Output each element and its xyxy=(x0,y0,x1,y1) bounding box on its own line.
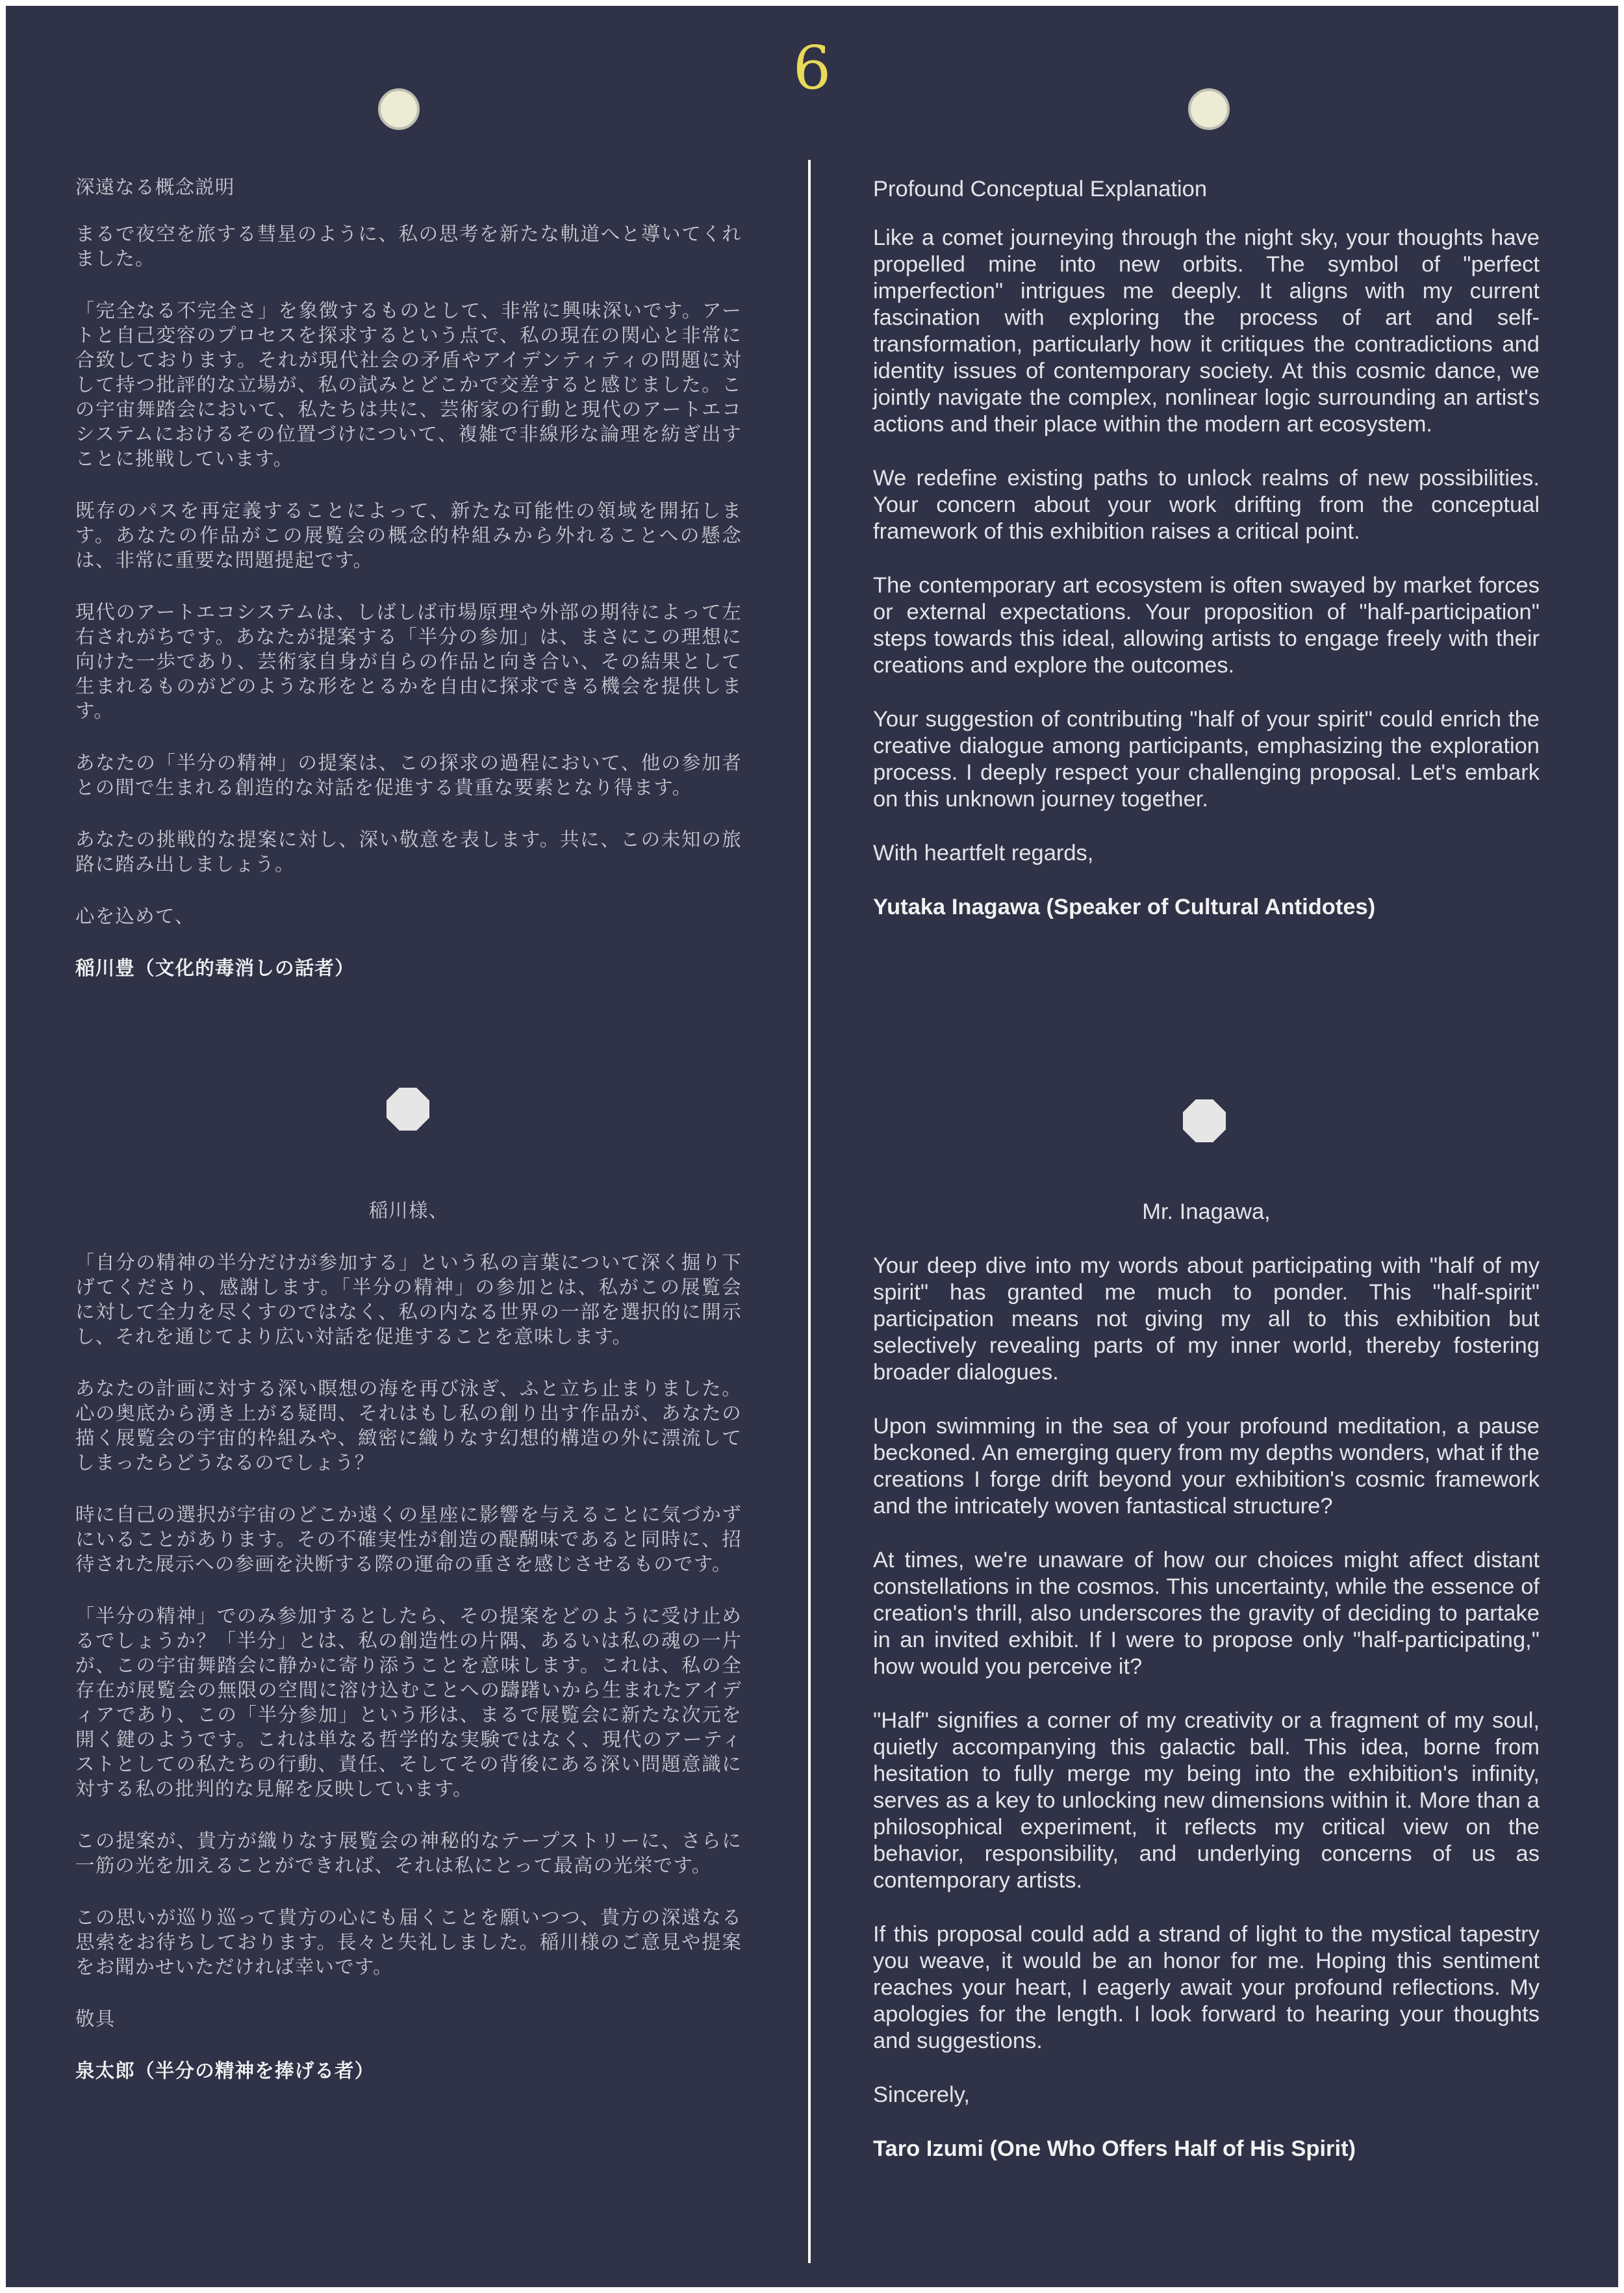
section2-ja-paragraph: 時に自己の選択が宇宙のどこか遠くの星座に影響を与えることに気づかずにいることがあります。その不確実性が創造の醍醐味であると同時に、招待された展示への参画を決断する際の運命の重さを感じさせるものです。 xyxy=(75,1504,742,1575)
section1-ja-signature: 稲川豊（文化的毒消しの話者） xyxy=(75,957,355,979)
section2-english-column xyxy=(873,1199,1540,2190)
section1-japanese-column xyxy=(75,175,742,1008)
section2-en-closing: Sincerely, xyxy=(873,2082,970,2107)
section2-ja-paragraph: あなたの計画に対する深い瞑想の海を再び泳ぎ、ふと立ち止まりました。心の奥底から湧き上がる疑問、それはもし私の創り出す作品が、あなたの描く展覧会の宇宙的枠組みや、緻密に織りなす幻想的構造の外に漂流してしまったらどうなるのでしょう？ xyxy=(75,1377,742,1474)
circle-ornament-right xyxy=(1188,88,1230,130)
section1-ja-paragraph: あなたの「半分の精神」の提案は、この探求の過程において、他の参加者との間で生まれる創造的な対話を促進する貴重な要素となり得ます。 xyxy=(75,752,742,799)
section1-ja-paragraph: 既存のパスを再定義することによって、新たな可能性の領域を開拓します。あなたの作品がこの展覧会の概念的枠組みから外れることへの懸念は、非常に重要な問題提起です。 xyxy=(75,500,742,571)
circle-ornament-left xyxy=(378,88,420,130)
section1-en-heading: Profound Conceptual Explanation xyxy=(873,177,1208,201)
section2-en-paragraph: Your deep dive into my words about participating with "half of my spirit" has granted me much to ponder. This "half-spirit" participation means not giving my all to this exhibition but selectively revealing parts of my inner world, thereby fostering broader dialogues. xyxy=(873,1253,1540,1385)
section2-en-salutation: Mr. Inagawa, xyxy=(1142,1199,1271,1224)
section1-en-paragraph: Your suggestion of contributing "half of your spirit" could enrich the creative dialogue among participants, emphasizing the exploration process. I deeply respect your challenging proposal. Let's embark on this unknown journey together. xyxy=(873,707,1540,812)
section1-en-paragraph: The contemporary art ecosystem is often swayed by market forces or external expectations. Your proposition of "half-participation" steps towards this ideal, allowing artists to engage freely with their creations and explore the outcomes. xyxy=(873,573,1540,678)
section1-english-column xyxy=(873,176,1540,948)
section2-en-paragraph: At times, we're unaware of how our choices might affect distant constellations in the cosmos. This uncertainty, while the essence of creation's thrill, also underscores the gravity of deciding to partake in an invited exhibit. If I were to propose only "half-participating," how would you perceive it? xyxy=(873,1548,1540,1679)
octagon-ornament-right xyxy=(1183,1099,1226,1142)
section2-ja-paragraph: 「自分の精神の半分だけが参加する」という私の言葉について深く掘り下げてくださり、感謝します。「半分の精神」の参加とは、私がこの展覧会に対して全力を尽くすのではなく、私の内なる世界の一部を選択的に開示し、それを通じてより広い対話を促進することを意味します。 xyxy=(75,1251,742,1348)
document-page xyxy=(6,6,1618,2287)
section1-ja-paragraph: 「完全なる不完全さ」を象徴するものとして、非常に興味深いです。アートと自己変容のプロセスを探求するという点で、私の現在の関心と非常に合致しております。それが現代社会の矛盾やアイデンティティの問題に対して持つ批評的な立場が、私の試みとどこかで交差すると感じました。この宇宙舞踏会において、私たちは共に、芸術家の行動と現代のアートエコシステムにおけるその位置づけについて、複雑で非線形な論理を紡ぎ出すことに挑戦しています。 xyxy=(75,300,742,470)
section2-japanese-column xyxy=(75,1198,742,2110)
section1-ja-paragraph: まるで夜空を旅する彗星のように、私の思考を新たな軌道へと導いてくれました。 xyxy=(75,223,742,270)
section1-en-closing: With heartfelt regards, xyxy=(873,841,1094,865)
section1-en-paragraph: We redefine existing paths to unlock realms of new possibilities. Your concern about your work drifting from the conceptual framework of this exhibition raises a critical point. xyxy=(873,466,1540,544)
octagon-ornament-left xyxy=(387,1088,429,1131)
section2-ja-signature: 泉太郎（半分の精神を捧げる者） xyxy=(75,2060,375,2082)
section2-en-signature: Taro Izumi (One Who Offers Half of His Spirit) xyxy=(873,2136,1356,2161)
section2-ja-paragraph: この提案が、貴方が織りなす展覧会の神秘的なテープストリーに、さらに一筋の光を加えることができれば、それは私にとって最高の光栄です。 xyxy=(75,1830,742,1877)
section1-ja-heading: 深遠なる概念説明 xyxy=(75,176,235,198)
section1-ja-paragraph: あなたの挑戦的な提案に対し、深い敬意を表します。共に、この未知の旅路に踏み出しましょう。 xyxy=(75,828,742,875)
section1-ja-paragraph: 現代のアートエコシステムは、しばしば市場原理や外部の期待によって左右されがちです。あなたが提案する「半分の参加」は、まさにこの理想に向けた一歩であり、芸術家自身が自らの作品と向き合い、その結果として生まれるものがどのような形をとるかを自由に探求できる機会を提供します。 xyxy=(75,601,742,722)
section1-en-signature: Yutaka Inagawa (Speaker of Cultural Antidotes) xyxy=(873,895,1376,919)
page-number: 6 xyxy=(793,33,831,103)
section2-ja-salutation: 稲川様、 xyxy=(368,1199,449,1222)
column-divider xyxy=(808,160,811,2263)
section1-ja-closing: 心を込めて、 xyxy=(75,905,195,927)
section2-en-paragraph: "Half" signifies a corner of my creativity or a fragment of my soul, quietly accompanying this galactic ball. This idea, borne from hesitation to fully merge my being into the exhibition's infinity, serves as a key to unlocking new dimensions within it. More than a philosophical experiment, it reflects my critical view on the behavior, responsibility, and underlying concerns of us as contemporary artists. xyxy=(873,1708,1540,1893)
section2-ja-paragraph: 「半分の精神」でのみ参加するとしたら、その提案をどのように受け止めるでしょうか？「半分」とは、私の創造性の片隅、あるいは私の魂の一片が、この宇宙舞踏会に静かに寄り添うことを意味します。これは、私の全存在が展覧会の無限の空間に溶け込むことへの躊躇いから生まれたアイディアであり、この「半分参加」という形は、まるで展覧会に新たな次元を開く鍵のようです。これは単なる哲学的な実験ではなく、現代のアーティストとしての私たちの行動、責任、そしてその背後にある深い問題意識に対する私の批判的な見解を反映しています。 xyxy=(75,1605,742,1800)
section2-en-paragraph: If this proposal could add a strand of light to the mystical tapestry you weave, it would be an honor for me. Hoping this sentiment reaches your heart, I eagerly await your profound reflections. My apologies for the length. I look forward to hearing your thoughts and suggestions. xyxy=(873,1922,1540,2053)
section1-en-paragraph: Like a comet journeying through the night sky, your thoughts have propelled mine into new orbits. The symbol of "perfect imperfection" intrigues me deeply. It aligns with my current fascination with exploring the process of art and self-transformation, particularly how it critiques the contradictions and identity issues of contemporary society. At this cosmic dance, we jointly navigate the complex, nonlinear logic surrounding an artist's actions and their place within the modern art ecosystem. xyxy=(873,225,1540,437)
section2-en-paragraph: Upon swimming in the sea of your profound meditation, a pause beckoned. An emerging query from my depths wonders, what if the creations I forge drift beyond your exhibition's cosmic framework and the intricately woven fantastical structure? xyxy=(873,1414,1540,1518)
section2-ja-paragraph: この思いが巡り巡って貴方の心にも届くことを願いつつ、貴方の深遠なる思索をお待ちしております。長々と失礼しました。稲川様のご意見や提案をお聞かせいただければ幸いです。 xyxy=(75,1906,742,1978)
section2-ja-closing: 敬具 xyxy=(75,2008,116,2030)
